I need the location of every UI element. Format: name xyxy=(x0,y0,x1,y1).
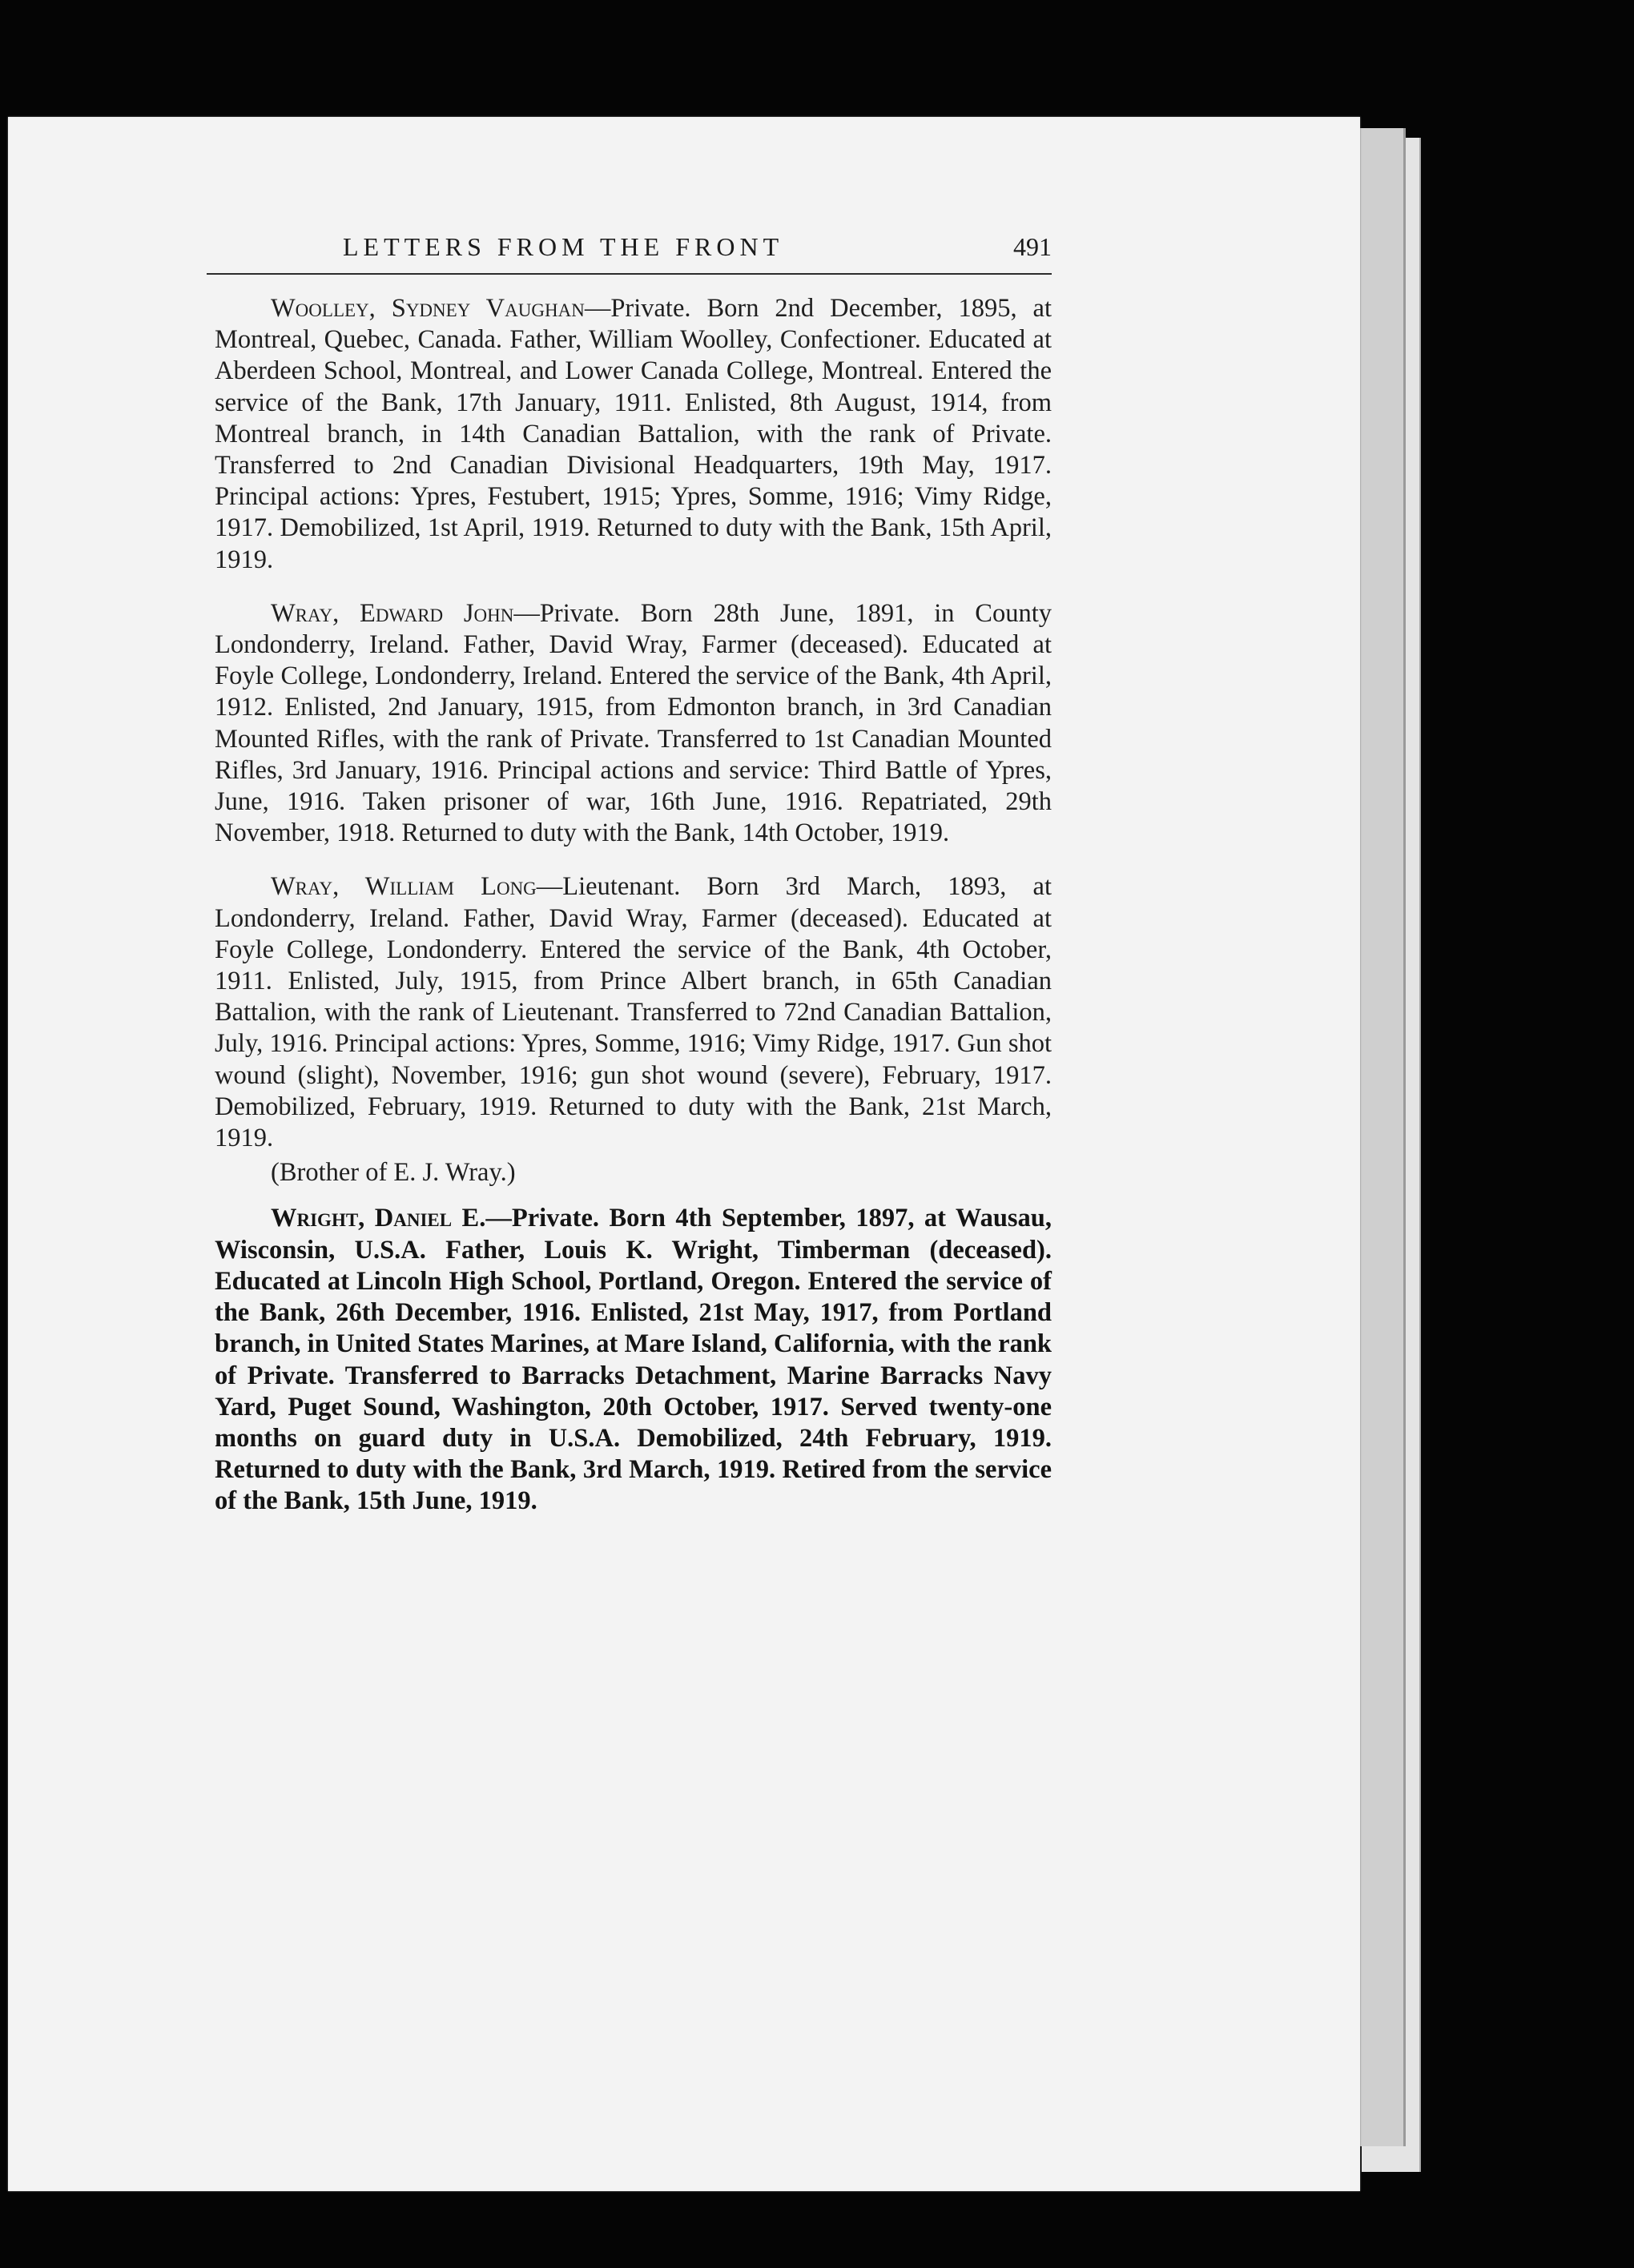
entry-name: Wright, Daniel E. xyxy=(271,1204,486,1233)
entry-wray-william xyxy=(215,871,1052,1154)
entry-name: Woolley, Sydney Vaughan xyxy=(271,294,585,323)
page-number: 491 xyxy=(1013,232,1052,261)
header-rule xyxy=(207,273,1052,275)
entry-text: —Private. Born 2nd December, 1895, at Montreal, Quebec, Canada. Father, William Woolley, Confectioner. Educated at Aberdeen School, Montreal, and Lower Canada College, Montreal. Entered the service of the Bank, 17th January, 1911. Enlisted, 8th August, 1914, from Montreal branch, in 14th Canadian Battalion, with the rank of Private. Transferred to 2nd Canadian Divisional Headquarters, 19th May, 1917. Principal actions: Ypres, Festubert, 1915; Ypres, Somme, 1916; Vimy Ridge, 1917. Demobilized, 1st April, 1919. Returned to duty with the Bank, 15th April, 1919. xyxy=(215,294,1052,574)
page-content xyxy=(215,293,1052,1518)
entry-name: Wray, William Long xyxy=(271,872,537,902)
entry-text: —Private. Born 4th September, 1897, at Wausau, Wisconsin, U.S.A. Father, Louis K. Wright, Timberman (deceased). Educated at Lincoln High School, Portland, Oregon. Entered the service of the Bank, 26th December, 1916. Enlisted, 21st May, 1917, from Portland branch, in United States Marines, at Mare Island, California, with the rank of Private. Transferred to Barracks Detachment, Marine Barracks Navy Yard, Puget Sound, Washington, 20th October, 1917. Served twenty-one months on guard duty in U.S.A. Demobilized, 24th February, 1919. Returned to duty with the Bank, 3rd March, 1919. Retired from the service of the Bank, 15th June, 1919. xyxy=(215,1204,1052,1516)
entry-note: (Brother of E. J. Wray.) xyxy=(271,1158,516,1188)
running-title: LETTERS FROM THE FRONT xyxy=(343,232,784,261)
entry-wright xyxy=(215,1203,1052,1517)
entry-wray-edward xyxy=(215,598,1052,850)
entry-name: Wray, Edward John xyxy=(271,598,514,628)
page-edge-middle xyxy=(1354,128,1406,2146)
entry-text: —Private. Born 28th June, 1891, in County Londonderry, Ireland. Father, David Wray, Farmer (deceased). Educated at Foyle College, Londonderry, Ireland. Entered the service of the Bank, 4th April, 1912. Enlisted, 2nd January, 1915, from Edmonton branch, in 3rd Canadian Mounted Rifles, with the rank of Private. Transferred to 1st Canadian Mounted Rifles, 3rd January, 1916. Principal actions and service: Third Battle of Ypres, June, 1916. Taken prisoner of war, 16th June, 1916. Repatriated, 29th November, 1918. Returned to duty with the Bank, 14th October, 1919. xyxy=(215,598,1052,848)
entry-text: —Lieutenant. Born 3rd March, 1893, at Londonderry, Ireland. Father, David Wray, Farmer (deceased). Educated at Foyle College, Londonderry. Entered the service of the Bank, 4th October, 1911. Enlisted, July, 1915, from Prince Albert branch, in 65th Canadian Battalion, with the rank of Lieutenant. Transferred to 72nd Canadian Battalion, July, 1916. Principal actions: Ypres, Somme, 1916; Vimy Ridge, 1917. Gun shot wound (slight), November, 1916; gun shot wound (severe), February, 1917. Demobilized, February, 1919. Returned to duty with the Bank, 21st March, 1919. xyxy=(215,872,1052,1153)
entry-woolley xyxy=(215,293,1052,576)
